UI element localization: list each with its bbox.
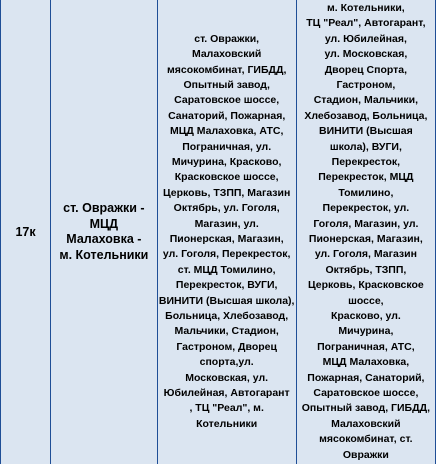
stop-line: мясокомбинат, ГИБДД, [166, 63, 287, 76]
stop-line: Гоголя, Магазин, ул. [313, 217, 419, 230]
stop-line: Московская, ул. [185, 371, 269, 384]
stop-line: м. Котельники, [327, 1, 405, 14]
route-name-line: ст. Овражки - [63, 201, 145, 215]
stop-line: ул. Юбилейная, [324, 32, 407, 45]
stop-line: ул. Гоголя, Магазин [314, 248, 417, 261]
stop-line: Пограничная, АТС, [317, 340, 415, 353]
route-number: 17к [15, 225, 36, 239]
stop-line: Дворец Спорта, [324, 63, 408, 76]
stop-line: Хлебозавод, Больница, [304, 109, 428, 122]
stop-line: Красково, ул. [330, 310, 401, 323]
stop-line: Саратовское шоссе, [313, 387, 419, 400]
stop-line: Саратовское шоссе, [174, 94, 280, 107]
stop-line: Гастроном, Дворец [176, 340, 277, 353]
stop-line: Мичурина, [338, 325, 394, 338]
stop-line: Пионерская, Магазин, [308, 233, 423, 245]
stop-line: Стадион, Мальчики, [313, 94, 419, 107]
stop-line: школа), ВУГИ, [329, 140, 402, 153]
stop-line: Церковь, Красковское [308, 279, 424, 292]
stop-line: ул. Гоголя, Перекресток, [162, 248, 291, 261]
stop-line: Пожарная, Санаторий, [307, 371, 425, 384]
stop-line: Пионерская, Магазин, [169, 233, 284, 245]
route-name-line: Малаховка - [66, 232, 142, 246]
stop-line: Перекресток, [331, 155, 401, 168]
stop-line: , ТЦ "Реал", м. [189, 402, 264, 415]
stop-line: Гастроном, [336, 78, 396, 91]
table-row [1, 0, 436, 464]
stop-line: Красковское шоссе, [174, 171, 279, 184]
stop-line-part: спорта, [199, 356, 239, 369]
stop-line: Октябрь, ул. Гоголя, [173, 202, 280, 215]
stop-line: Перекресток, ВУГИ, [175, 279, 278, 292]
stop-line: Томилино, [338, 186, 394, 199]
stop-line: Санаторий, Пожарная, [168, 109, 286, 122]
forward-stops-cell [157, 0, 296, 464]
stop-line: ВИНИТИ (Высшая школа), [158, 294, 295, 307]
backward-stops-cell [296, 0, 435, 464]
stop-line: шоссе, [348, 294, 384, 307]
stop-line: Пограничная, ул. [182, 140, 272, 153]
stop-line: МЦД Малаховка, [322, 356, 410, 369]
stop-line: мясокомбинат, ст. [319, 433, 413, 446]
stop-line: МЦД Малаховка, АТС, [169, 125, 284, 138]
stop-line: ВИНИТИ (Высшая [319, 125, 413, 138]
forward-stops-list [158, 32, 296, 433]
stop-line: Опытный завод, [183, 78, 270, 91]
stop-line: Перекресток, ул. [322, 202, 410, 215]
stop-line: Овражки [342, 448, 389, 461]
route-number-cell [1, 0, 51, 464]
stop-line: Малаховский [331, 417, 401, 430]
stop-line: ст. МЦД Томилино, [177, 263, 276, 276]
stop-line [158, 355, 296, 370]
stop-line: Мальчики, Стадион, [174, 325, 279, 338]
route-name-cell [51, 0, 157, 464]
route-name-line: м. Котельники [59, 247, 149, 262]
route-name-line: МЦД [89, 216, 119, 231]
stop-line: ул. Московская, [324, 48, 408, 61]
stop-line: Больница, Хлебозавод, [165, 310, 289, 323]
stop-line: Перекресток, МЦД [318, 171, 414, 184]
stop-line: Магазин, ул. [194, 217, 259, 230]
stop-line: ТЦ "Реал", Автогарант, [306, 17, 426, 30]
stop-line: Котельники [196, 417, 258, 430]
stop-line: ст. Овражки, [194, 32, 260, 45]
stop-line: Октябрь, ТЗПП, [325, 263, 407, 276]
stop-line: Юбилейная, Автогарант [163, 387, 290, 400]
stop-line: Мичурина, Красково, [171, 155, 282, 168]
stop-line: Опытный завод, ГИБДД, [301, 402, 430, 415]
stop-line: Церковь, ТЗПП, Магазин [163, 186, 291, 199]
stop-line-part: ул. [238, 356, 254, 369]
backward-stops-list [297, 1, 435, 463]
stop-line: Малаховский [191, 48, 262, 61]
